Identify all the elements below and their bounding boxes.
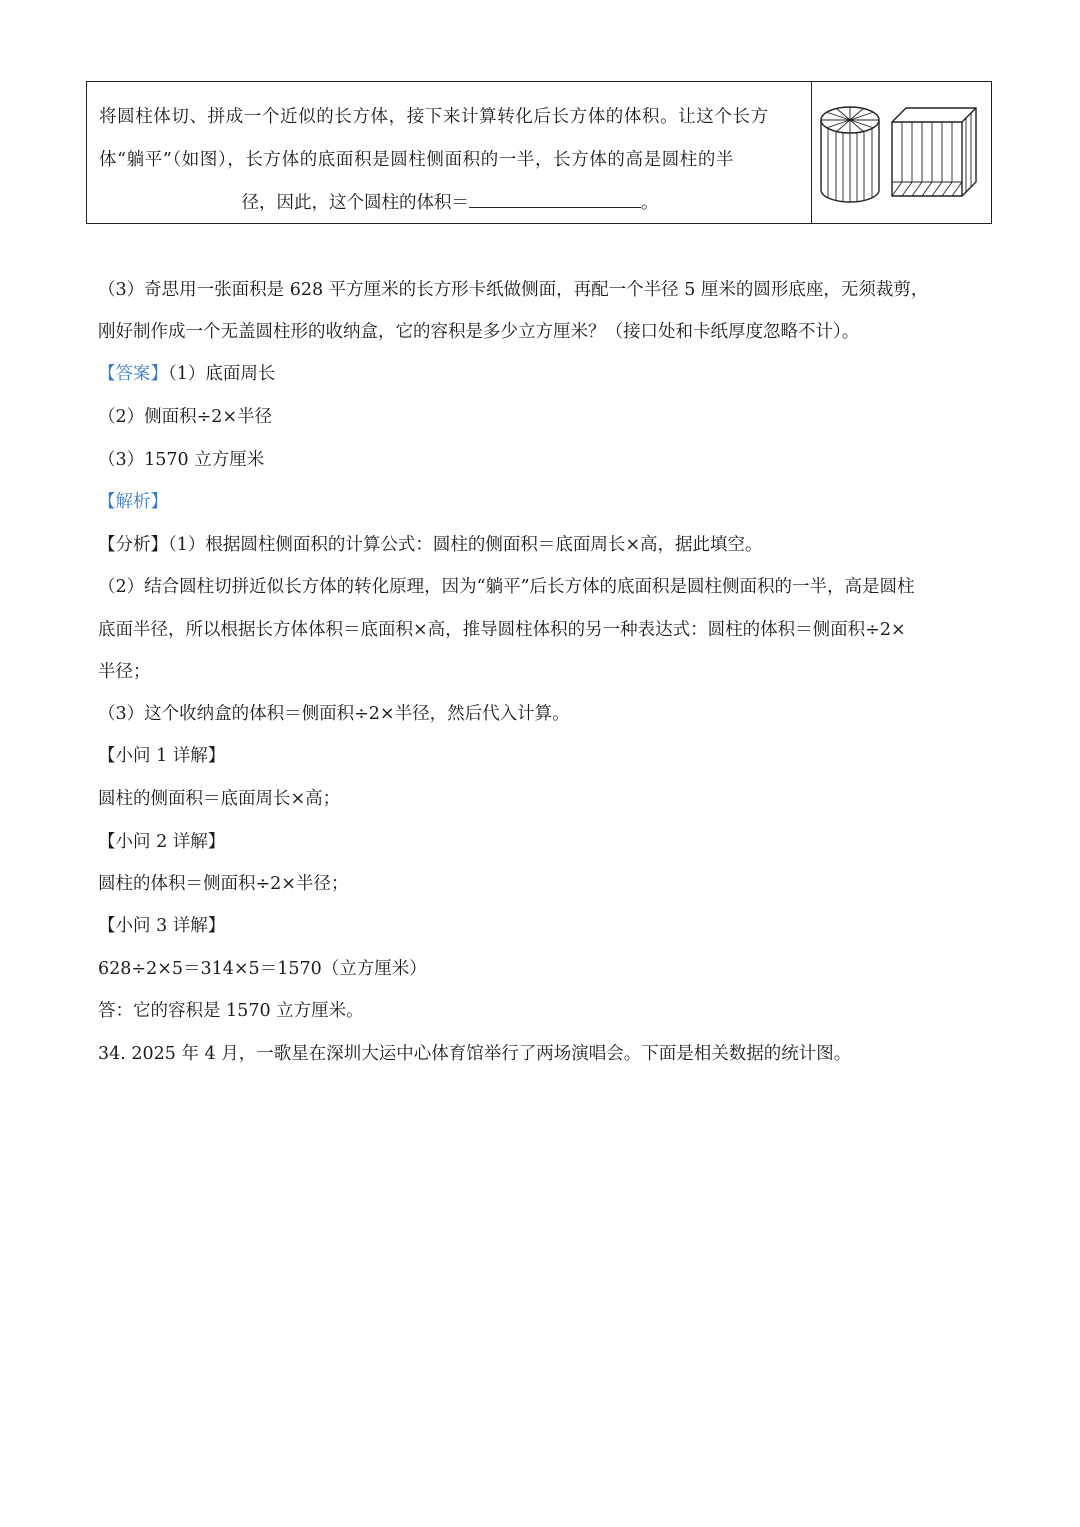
question-table xyxy=(86,81,992,224)
detail-line-1: 圆柱的侧面积＝底面周长×高； xyxy=(98,789,341,809)
answer-line-2: （2）侧面积÷2×半径 xyxy=(98,407,273,427)
answer-blank[interactable] xyxy=(469,191,641,208)
question-34: 34. 2025 年 4 月，一歌星在深圳大运中心体育馆举行了两场演唱会。下面是相关数据的统计图。 xyxy=(98,1044,852,1064)
analysis-line-3: （3）这个收纳盒的体积＝侧面积÷2×半径，然后代入计算。 xyxy=(98,704,570,724)
analysis-tag: 【解析】 xyxy=(98,492,168,512)
table-line-2: 体“躺平”（如图），长方体的底面积是圆柱侧面积的一半，长方体的高是圆柱的半 xyxy=(99,150,735,170)
answer-line-1: 【答案】（1）底面周长 xyxy=(98,364,276,384)
answer-line-3: （3）1570 立方厘米 xyxy=(98,450,265,470)
table-figure-cell xyxy=(812,82,991,223)
q3-line-1: （3）奇思用一张面积是 628 平方厘米的长方形卡纸做侧面，再配一个半径 5 厘米的圆形底座，无须裁剪， xyxy=(98,280,929,300)
table-line-3: 径，因此，这个圆柱的体积＝ 。 xyxy=(241,193,659,213)
table-line-1: 将圆柱体切、拼成一个近似的长方体，接下来计算转化后长方体的体积。让这个长方 xyxy=(99,107,769,127)
analysis-line-2b: 底面半径，所以根据长方体体积＝底面积×高，推导圆柱体积的另一种表达式：圆柱的体积＝侧面积÷2× xyxy=(98,620,906,640)
answer-tag: 【答案】 xyxy=(98,364,168,384)
detail-heading-2: 【小问 2 详解】 xyxy=(98,832,226,852)
analysis-line-1: 【分析】（1）根据圆柱侧面积的计算公式：圆柱的侧面积＝底面周长×高，据此填空。 xyxy=(98,535,763,555)
analysis-line-2c: 半径； xyxy=(98,662,151,682)
cylinder-to-cuboid-figure xyxy=(820,102,988,206)
detail-line-3: 628÷2×5＝314×5＝1570（立方厘米） xyxy=(98,959,427,979)
detail-answer-3: 答：它的容积是 1570 立方厘米。 xyxy=(98,1001,364,1021)
cylinder-drawing xyxy=(821,107,879,202)
detail-line-2: 圆柱的体积＝侧面积÷2×半径； xyxy=(98,874,349,894)
detail-heading-1: 【小问 1 详解】 xyxy=(98,746,226,766)
cuboid-drawing xyxy=(892,108,976,196)
detail-heading-3: 【小问 3 详解】 xyxy=(98,916,226,936)
table-text-cell xyxy=(87,82,812,223)
analysis-line-2a: （2）结合圆柱切拼近似长方体的转化原理，因为“躺平”后长方体的底面积是圆柱侧面积的一半，高是圆柱 xyxy=(98,577,915,597)
q3-line-2: 刚好制作成一个无盖圆柱形的收纳盒，它的容积是多少立方厘米？（接口处和卡纸厚度忽略不计）。 xyxy=(98,322,860,342)
